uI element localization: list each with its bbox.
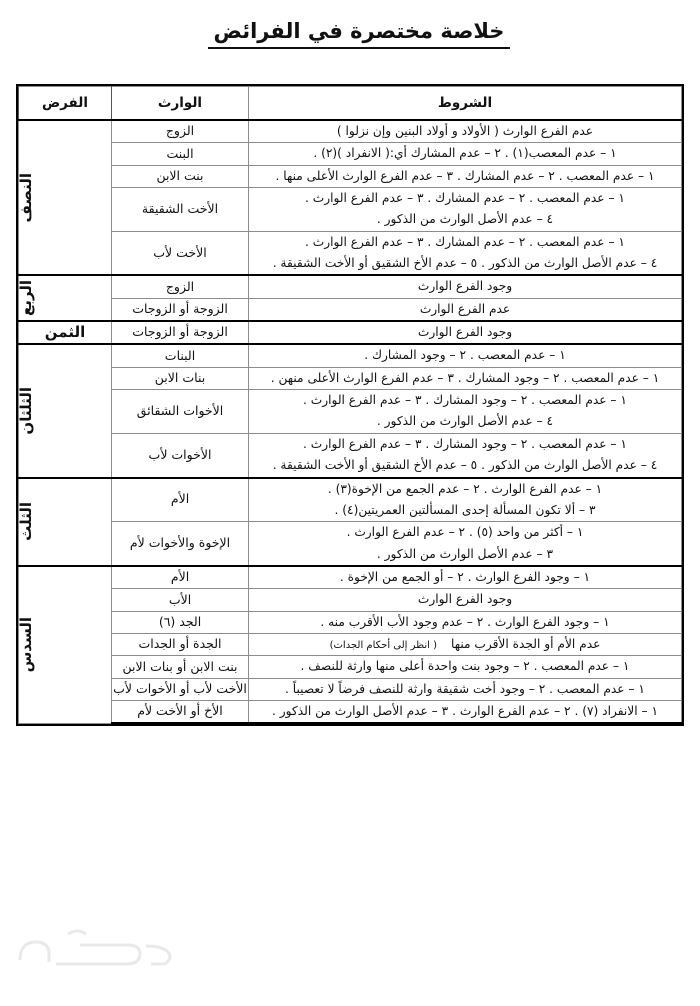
shurut-line: ١ – عدم المعصب . ٢ – وجود المشارك . ٣ – عدم الفرع الوارث الأعلى منهن .	[270, 370, 660, 385]
cell-fard-4	[19, 344, 112, 477]
shurut-line: عدم الفرع الوارث ( الأولاد و أولاد البنين وإن نزلوا )	[336, 124, 594, 138]
table-row	[19, 478, 682, 522]
cell-warith: الزوجة أو الزوجات	[112, 298, 249, 321]
cell-warith: الجد (٦)	[112, 611, 249, 633]
cell-shurut	[249, 165, 682, 187]
cell-warith: البنت	[112, 143, 249, 165]
cell-shurut	[249, 298, 682, 321]
table-row	[19, 566, 682, 589]
column-header-shurut: الشروط	[249, 87, 682, 121]
shurut-line: ١ – الانفراد (٧) . ٢ – عدم الفرع الوارث . ٣ – عدم الأصل الوارث من الذكور .	[272, 703, 658, 718]
shurut-line: ٤ – عدم الأصل الوارث من الذكور .	[376, 414, 554, 429]
shurut-line: ١ – أكثر من واحد (٥) . ٢ – عدم الفرع الوارث .	[346, 525, 584, 540]
cell-fard-2	[19, 275, 112, 321]
cell-shurut	[249, 367, 682, 389]
cell-warith: الأم	[112, 478, 249, 522]
cell-fard-3	[19, 321, 112, 344]
cell-shurut	[249, 656, 682, 678]
shurut-note: ( انظر إلى أحكام الجدات)	[329, 639, 437, 651]
cell-warith: الأخ أو الأخت لأم	[112, 700, 249, 723]
table-header-row	[19, 87, 682, 121]
shurut-line: ١ – عدم المعصب . ٢ – وجود بنت واحدة أعلى منها وارثة للنصف .	[300, 659, 630, 674]
shurut-line: وجود الفرع الوارث	[417, 279, 513, 294]
table-row	[19, 321, 682, 344]
fard-label: الثلث	[17, 502, 35, 542]
shurut-line: ٣ – ألا تكون المسألة إحدى المسألتين العمريتين(٤) .	[334, 502, 596, 517]
cell-warith: الزوجة أو الزوجات	[112, 321, 249, 344]
page-title-container	[0, 18, 700, 49]
cell-shurut	[249, 390, 682, 434]
cell-warith: الجدة أو الجدات	[112, 633, 249, 655]
cell-fard-5	[19, 478, 112, 566]
cell-shurut	[249, 275, 682, 298]
haraj-watermark-icon	[8, 920, 198, 976]
cell-warith: بنات الابن	[112, 367, 249, 389]
cell-warith: البنات	[112, 344, 249, 367]
shurut-line: ١ – عدم المعصب . ٢ – وجود المشارك . ٣ – عدم الفرع الوارث .	[303, 436, 627, 451]
table-row	[19, 188, 682, 232]
page-title: خلاصة مختصرة في الفرائض	[208, 18, 511, 49]
cell-warith: الأم	[112, 566, 249, 589]
cell-shurut	[249, 344, 682, 367]
cell-fard-6	[19, 566, 112, 723]
table-row	[19, 344, 682, 367]
cell-warith: بنت الابن	[112, 165, 249, 187]
cell-shurut	[249, 589, 682, 611]
fard-label: الثمن	[44, 323, 86, 342]
cell-warith: الزوج	[112, 275, 249, 298]
table-row	[19, 633, 682, 655]
table-row	[19, 390, 682, 434]
cell-warith: الأخت لأب	[112, 231, 249, 275]
table-row	[19, 298, 682, 321]
table-row	[19, 120, 682, 143]
fard-label: الثلثان	[17, 387, 35, 435]
table-row	[19, 522, 682, 566]
cell-warith: الأخت الشقيقة	[112, 188, 249, 232]
cell-shurut	[249, 478, 682, 522]
shurut-line: ٤ – عدم الأصل الوارث من الذكور .	[376, 212, 554, 227]
shurut-line: ١ – عدم المعصب . ٢ – وجود أخت شقيقة وارثة للنصف فرضاً لا تعصيباً .	[285, 681, 645, 696]
shurut-line: ١ – وجود الفرع الوارث . ٢ – عدم وجود الأب الأقرب منه .	[320, 614, 610, 629]
cell-shurut	[249, 522, 682, 566]
cell-shurut	[249, 611, 682, 633]
shurut-line: ١ – عدم الفرع الوارث . ٢ – عدم الجمع من الإخوة(٣) .	[327, 481, 603, 496]
shurut-line: ١ – عدم المعصب . ٢ – وجود المشارك . ٣ – عدم الفرع الوارث .	[303, 393, 627, 408]
fard-label: السدس	[17, 617, 35, 673]
table-row	[19, 231, 682, 275]
shurut-line: ٤ – عدم الأصل الوارث من الذكور . ٥ – عدم الأخ الشقيق أو الأخت الشقيقة .	[272, 256, 658, 271]
cell-shurut	[249, 321, 682, 344]
shurut-line: ١ – عدم المعصب(١) . ٢ – عدم المشارك أي:( الانفراد )(٢) .	[313, 146, 617, 161]
cell-shurut	[249, 120, 682, 143]
cell-shurut	[249, 633, 682, 655]
table-row	[19, 143, 682, 165]
shurut-line: وجود الفرع الوارث	[417, 325, 513, 340]
cell-fard-1	[19, 120, 112, 275]
inheritance-table-frame	[16, 84, 684, 726]
shurut-line: ١ – عدم المعصب . ٢ – عدم المشارك . ٣ – عدم الفرع الوارث الأعلى منها .	[275, 168, 655, 183]
cell-shurut	[249, 433, 682, 477]
cell-warith: الأخوات لأب	[112, 433, 249, 477]
fard-label: الربع	[17, 280, 35, 317]
inheritance-table	[18, 86, 682, 724]
fard-label: النصف	[17, 172, 35, 223]
cell-warith: الإخوة والأخوات لأم	[112, 522, 249, 566]
shurut-line: وجود الفرع الوارث	[417, 592, 513, 607]
shurut-line: ١ – وجود الفرع الوارث . ٢ – أو الجمع من الإخوة .	[339, 569, 591, 584]
table-header	[19, 87, 682, 121]
table-row	[19, 678, 682, 700]
cell-warith: الأخت لأب أو الأخوات لأب	[112, 678, 249, 700]
table-body	[19, 120, 682, 723]
shurut-line: ١ – عدم المعصب . ٢ – عدم المشارك . ٣ – عدم الفرع الوارث .	[305, 191, 625, 206]
shurut-line: ١ – عدم المعصب . ٢ – عدم المشارك . ٣ – عدم الفرع الوارث .	[305, 234, 625, 249]
shurut-line: عدم الأم أو الجدة الأقرب منها( انظر إلى أحكام الجدات)	[329, 636, 601, 651]
cell-warith: الزوج	[112, 120, 249, 143]
cell-shurut	[249, 188, 682, 232]
shurut-line: عدم الفرع الوارث	[419, 301, 511, 316]
shurut-line: ٤ – عدم الأصل الوارث من الذكور . ٥ – عدم الأخ الشقيق أو الأخت الشقيقة .	[272, 458, 658, 473]
cell-warith: الأب	[112, 589, 249, 611]
shurut-line: ١ – عدم المعصب . ٢ – وجود المشارك .	[364, 348, 566, 363]
table-row	[19, 433, 682, 477]
cell-warith: الأخوات الشقائق	[112, 390, 249, 434]
table-row	[19, 589, 682, 611]
cell-shurut	[249, 566, 682, 589]
cell-shurut	[249, 678, 682, 700]
table-row	[19, 700, 682, 723]
table-row	[19, 656, 682, 678]
column-header-warith: الوارث	[112, 87, 249, 121]
table-row	[19, 611, 682, 633]
table-row	[19, 275, 682, 298]
cell-shurut	[249, 231, 682, 275]
cell-shurut	[249, 143, 682, 165]
column-header-fard: الفرض	[19, 87, 112, 121]
cell-warith: بنت الابن أو بنات الابن	[112, 656, 249, 678]
cell-shurut	[249, 700, 682, 723]
table-row	[19, 165, 682, 187]
shurut-line: ٣ – عدم الأصل الوارث من الذكور .	[376, 546, 554, 561]
table-row	[19, 367, 682, 389]
